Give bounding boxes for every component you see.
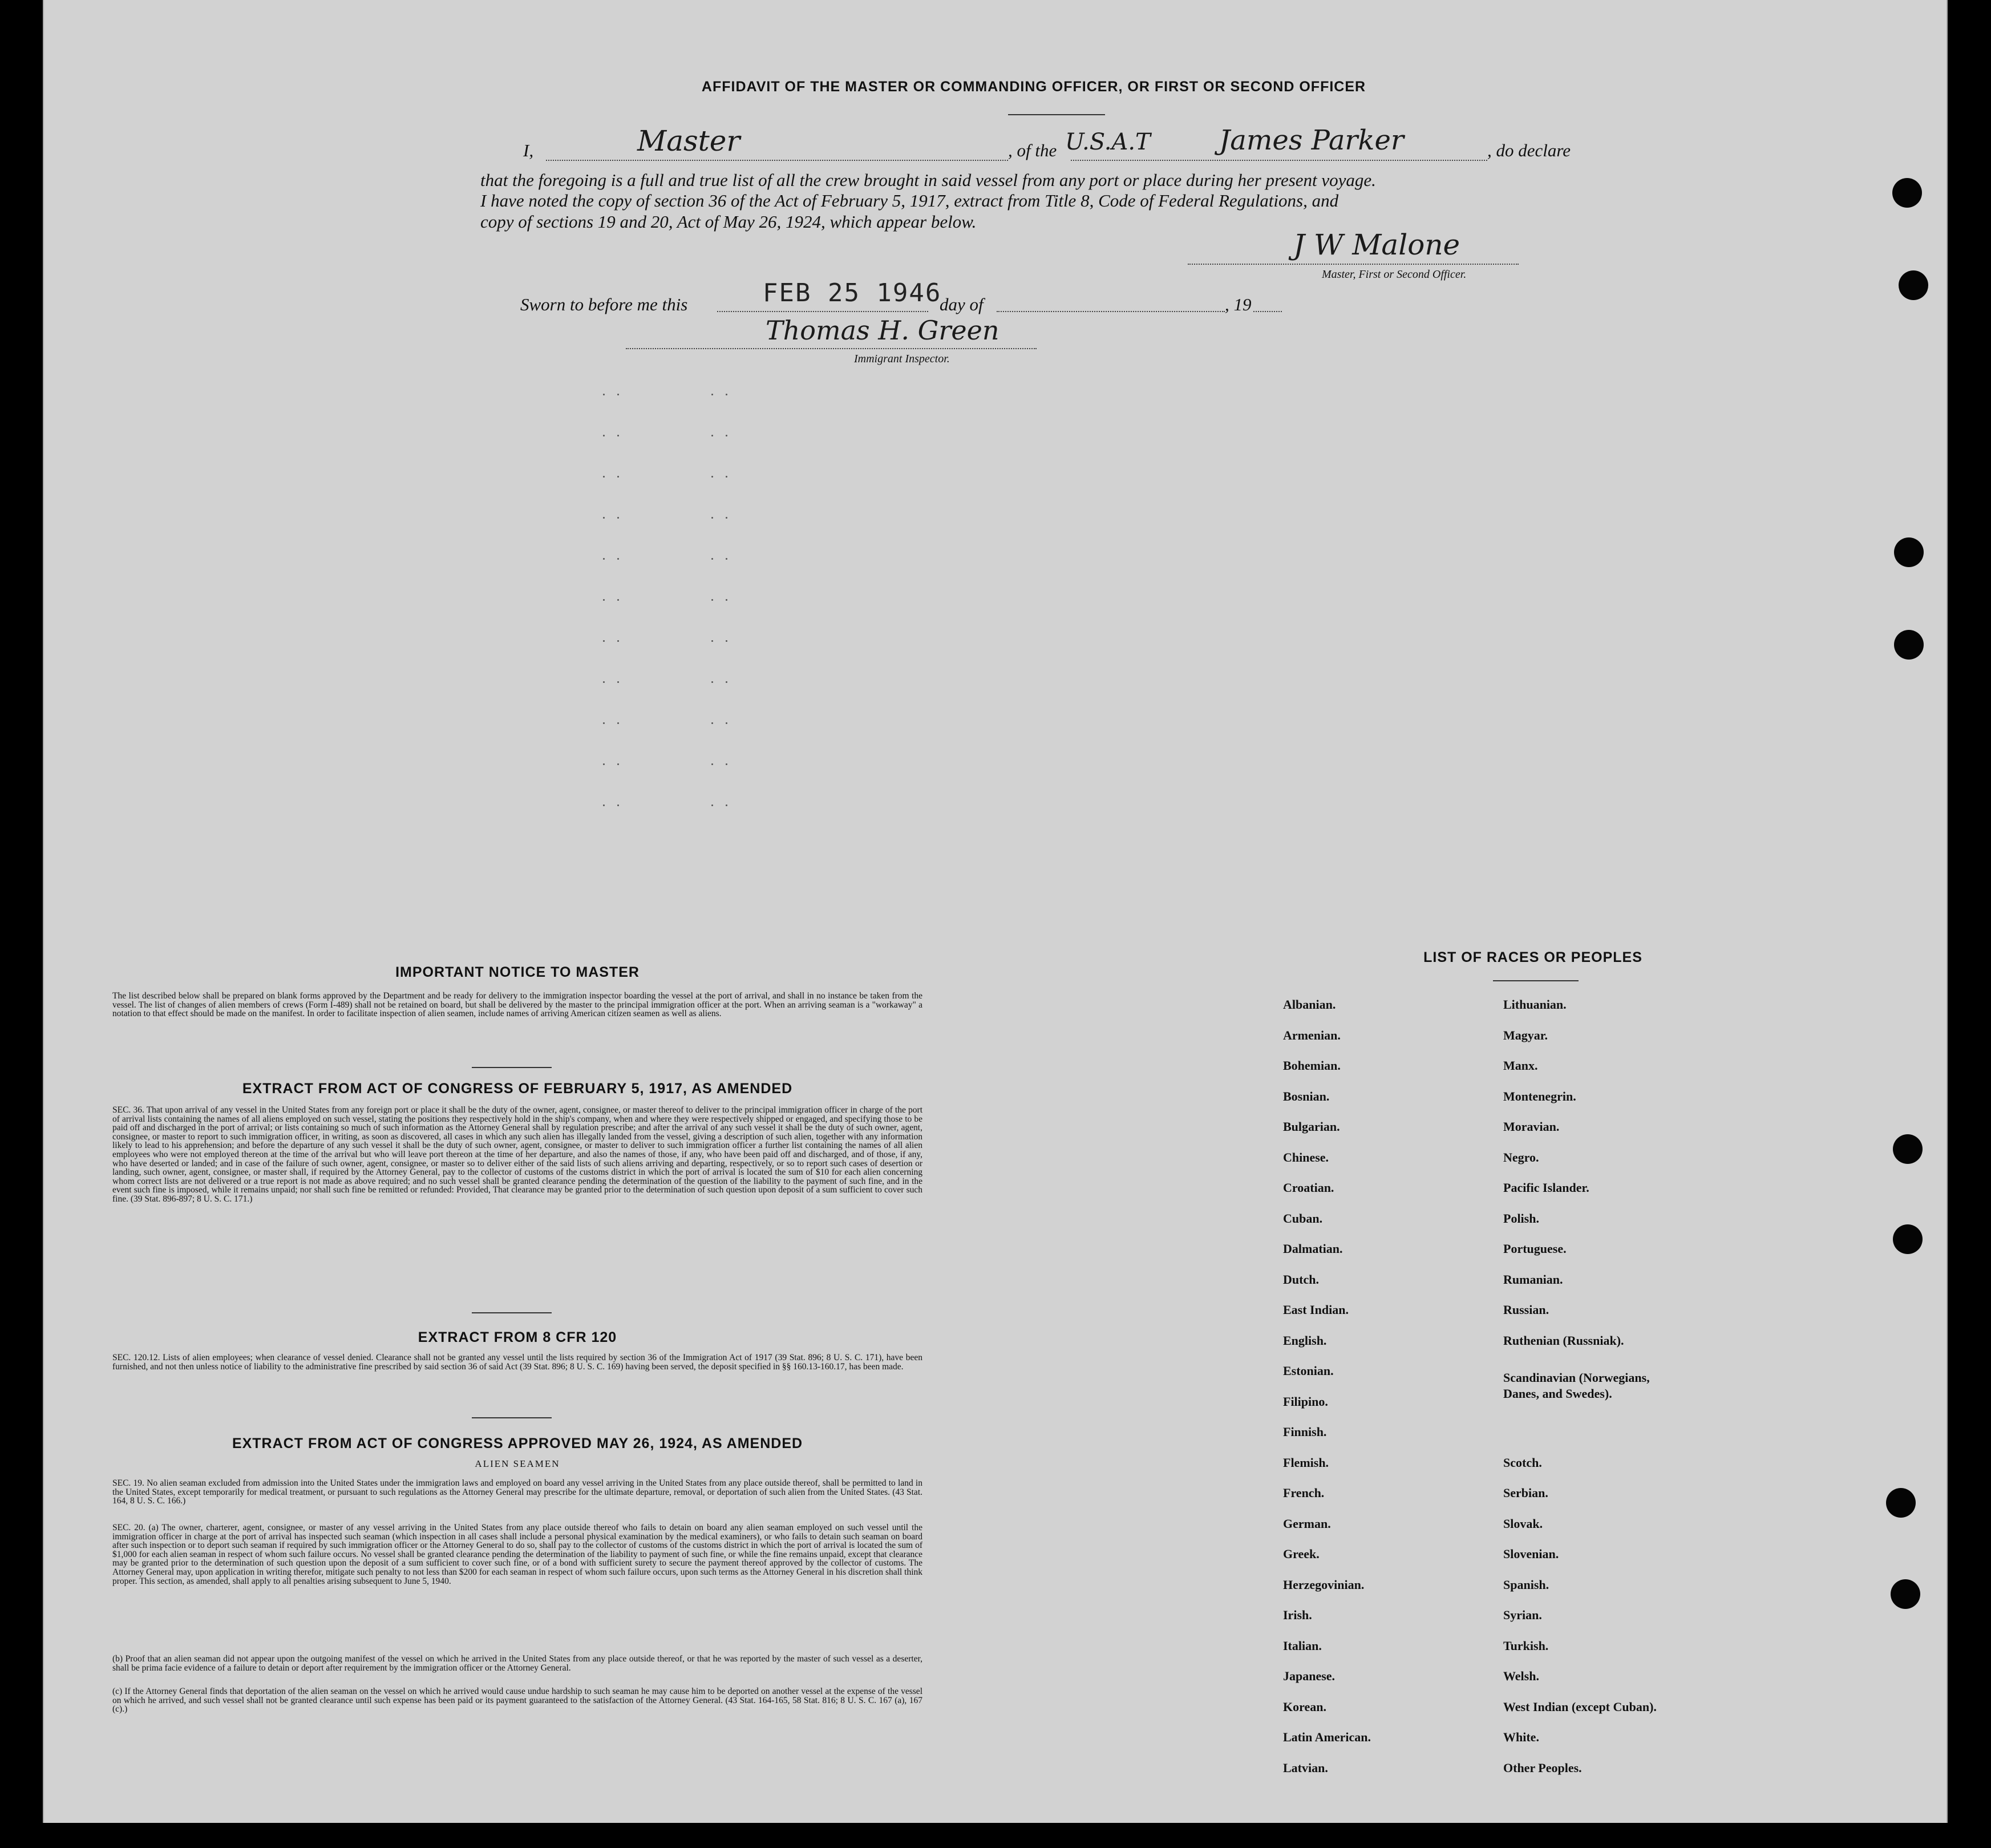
binder-hole [1886, 1488, 1916, 1518]
inspector-signature: Thomas H. Green [766, 315, 999, 346]
title-rule [1008, 114, 1105, 115]
year-line [1253, 311, 1282, 312]
race-item: Rumanian. [1503, 1272, 1563, 1287]
race-item: German. [1283, 1516, 1331, 1531]
leader-dot [603, 558, 605, 560]
race-item: White. [1503, 1730, 1539, 1744]
leader-dot [603, 435, 605, 436]
leader-dot [711, 558, 713, 560]
master-signature-line [1188, 264, 1519, 265]
race-item: Dalmatian. [1283, 1242, 1343, 1256]
extract-1924-sec20c: (c) If the Attorney General finds that deportation of the alien seaman on the vessel on which he arrived would cause undue hardship to such seaman he may cause him to be deported on another vessel at the expense of the vessel on which he arrived, and such vessel shall not be granted clearance until such expense has been paid or its payment guaranteed to the satisfaction of the Attorney General. (43 Stat. 164-165, 58 Stat. 816; 8 U. S. C. 167 (a), 167 (c).) [112, 1687, 922, 1714]
extract-1924-sec20b: (b) Proof that an alien seaman did not appear upon the outgoing manifest of the vessel on which he arrived in the United States from any place outside thereof, or that he was reported by the master of such vessel as a deserter, shall be prima facie evidence of a failure to detain or deport after requirement by the immigration officer or the Attorney General. [112, 1654, 922, 1673]
notice-title: IMPORTANT NOTICE TO MASTER [395, 964, 640, 980]
binder-hole [1891, 1579, 1920, 1609]
race-item: Armenian. [1283, 1028, 1341, 1042]
race-item: Welsh. [1503, 1669, 1539, 1683]
leader-dot [617, 599, 619, 601]
race-item: Greek. [1283, 1547, 1320, 1561]
inspector-signature-line [626, 348, 1037, 349]
race-item: Dutch. [1283, 1272, 1319, 1287]
leader-dot [603, 722, 605, 724]
race-item: Chinese. [1283, 1150, 1329, 1164]
leader-dot [617, 517, 619, 519]
leader-dot [617, 476, 619, 478]
do-declare-label: , do declare [1487, 140, 1571, 160]
extract-1924-title: EXTRACT FROM ACT OF CONGRESS APPROVED MAY 26, 1924, AS AMENDED [232, 1435, 803, 1451]
race-item: Japanese. [1283, 1669, 1336, 1683]
race-item: Bulgarian. [1283, 1119, 1340, 1134]
date-stamp: FEB 25 1946 [763, 278, 942, 308]
race-item: Manx. [1503, 1058, 1538, 1073]
leader-dot [603, 517, 605, 519]
master-handwritten: Master [637, 124, 740, 157]
race-item: Slovenian. [1503, 1547, 1559, 1561]
leader-dot [603, 804, 605, 806]
binder-hole [1894, 630, 1924, 660]
extract-1917-rule [472, 1312, 552, 1313]
race-item: Korean. [1283, 1699, 1326, 1714]
document-sheet [43, 0, 1948, 1823]
race-item: Other Peoples. [1503, 1760, 1582, 1775]
race-item: Croatian. [1283, 1180, 1334, 1195]
day-of-label: day of [940, 294, 984, 314]
notice-rule [472, 1067, 552, 1068]
extract-cfr-title: EXTRACT FROM 8 CFR 120 [418, 1329, 617, 1345]
race-item: Spanish. [1503, 1577, 1549, 1592]
races-rule [1493, 980, 1579, 981]
race-item: Pacific Islander. [1503, 1180, 1589, 1195]
notice-text: The list described below shall be prepared on blank forms approved by the Department and be ready for delivery to the immigration inspector boarding the vessel at the port of arrival, and shall in no instance be taken from the vessel. The list of changes of alien members of crews (Form I-489) shall not be retained on board, but shall be delivered by the master to the principal immigration officer at the port. When an arriving seaman is a "workaway" a notation to that effect should be made on the manifest. In order to facilitate inspection of alien seamen, include names of arriving American citizen seamen as well as aliens. [112, 991, 922, 1019]
race-item: Serbian. [1503, 1486, 1548, 1500]
race-item: Bohemian. [1283, 1058, 1341, 1073]
binder-hole [1892, 178, 1922, 208]
leader-dot [726, 517, 727, 519]
race-item: Ruthenian (Russniak). [1503, 1333, 1624, 1348]
leader-dot [711, 640, 713, 642]
race-item: Scotch. [1503, 1455, 1542, 1470]
leader-dot [711, 394, 713, 395]
race-item: Estonian. [1283, 1364, 1334, 1378]
race-item: Turkish. [1503, 1638, 1549, 1653]
race-item: Lithuanian. [1503, 997, 1567, 1012]
leader-dot [726, 435, 727, 436]
race-item: Irish. [1283, 1608, 1312, 1622]
leader-dot [726, 640, 727, 642]
race-item: Flemish. [1283, 1455, 1329, 1470]
race-item: Portuguese. [1503, 1242, 1567, 1256]
race-item: Danes, and Swedes). [1503, 1386, 1612, 1401]
master-name-line [546, 160, 1008, 161]
leader-dot [617, 640, 619, 642]
affidavit-line-3: I have noted the copy of section 36 of the Act of February 5, 1917, extract from Title 8, Code of Federal Regulations, and [480, 191, 1339, 211]
race-item: Polish. [1503, 1211, 1539, 1226]
extract-1917-text: SEC. 36. That upon arrival of any vessel in the United States from any foreign port or place it shall be the duty of the owner, agent, consignee, or master thereof to deliver to the principal immigration officer in charge of the port of arrival lists containing the names of all aliens employed on such vessel, stating the positions they respectively hold in the ship's company, when and where they were respectively shipped or engaged, and specifying those to be paid off and discharged in the port of arrival; or lists containing so much of such information as the Attorney General shall by regulation prescribe; and after the arrival of any such vessel it shall be the duty of such owner, agent, consignee, or master to report to such immigration officer, in writing, as soon as discovered, all cases in which any such alien has illegally landed from the vessel, giving a description of such alien, together with any information likely to lead to his apprehension; and before the departure of any such vessel it shall be the duty of such owner, agent, consignee, or master to deliver to such immigration officer a further list containing the names of all alien employees who were not employed thereon at the time of the arrival but who will leave port thereon at the time of her departure, and also the names of those, if any, who have been paid off and discharged, and of those, if any, who have deserted or landed; and in case of the failure of such owner, agent, consignee, or master so to deliver either of the said lists of such aliens arriving and departing, respectively, or so to report such cases of desertion or landing, such owner, agent, consignee, or master shall, if required by the Attorney General, pay to the collector of customs of the customs district in which the port of arrival is located the sum of $10 for each alien concerning whom correct lists are not delivered or a true report is not made as above required; and no such vessel shall be granted clearance pending the determination of the question of the liability to the payment of such fine, and in the event such fine is imposed, while it remains unpaid; nor shall such fine be remitted or refunded: Provided, That clearance may be granted prior to the determination of such question upon deposit of a sum sufficient to cover such fine. (39 Stat. 896-897; 8 U. S. C. 171.) [112, 1105, 922, 1204]
leader-dot [726, 722, 727, 724]
sworn-day-line [717, 311, 928, 312]
leader-dot [726, 394, 727, 395]
race-item: Herzegovinian. [1283, 1577, 1365, 1592]
leader-dot [711, 804, 713, 806]
binder-hole [1893, 1224, 1923, 1254]
leader-dot [617, 681, 619, 683]
leader-dot [603, 681, 605, 683]
races-title: LIST OF RACES OR PEOPLES [1423, 949, 1642, 965]
leader-dot [617, 804, 619, 806]
race-item: French. [1283, 1486, 1325, 1500]
leader-dot [603, 394, 605, 395]
leader-dot [617, 558, 619, 560]
inspector-caption: Immigrant Inspector. [854, 353, 950, 365]
affidavit-line-4: copy of sections 19 and 20, Act of May 26, 1924, which appear below. [480, 212, 977, 232]
leader-dot [603, 476, 605, 478]
race-item: Russian. [1503, 1303, 1549, 1317]
race-item: Cuban. [1283, 1211, 1323, 1226]
race-item: Magyar. [1503, 1028, 1548, 1042]
affidavit-line-1: I, [523, 140, 534, 160]
vessel-prefix-handwritten: U.S.A.T [1065, 129, 1151, 155]
leader-dot [726, 804, 727, 806]
race-item: Latin American. [1283, 1730, 1371, 1744]
extract-1924-sec19: SEC. 19. No alien seaman excluded from admission into the United States under the immigration laws and employed on board any vessel arriving in the United States from any place outside thereof, shall be permitted to land in the United States, except temporarily for medical treatment, or pursuant to such regulations as the Attorney General may prescribe for the ultimate departure, removal, or deportation of such alien from the United States. (43 Stat. 164, 8 U. S. C. 166.) [112, 1478, 922, 1506]
race-item: Negro. [1503, 1150, 1539, 1164]
leader-dot [711, 763, 713, 765]
vessel-name-handwritten: James Parker [1219, 124, 1404, 156]
leader-dot [603, 640, 605, 642]
extract-1917-title: EXTRACT FROM ACT OF CONGRESS OF FEBRUARY 5, 1917, AS AMENDED [242, 1081, 793, 1097]
binder-hole [1894, 537, 1924, 567]
leader-dot [726, 763, 727, 765]
race-item: Filipino. [1283, 1394, 1328, 1409]
leader-dot [711, 681, 713, 683]
race-item: Italian. [1283, 1638, 1322, 1653]
affidavit-title: AFFIDAVIT OF THE MASTER OR COMMANDING OFFICER, OR FIRST OR SECOND OFFICER [701, 79, 1366, 95]
extract-cfr-rule [472, 1417, 552, 1418]
master-signature: J W Malone [1293, 228, 1460, 261]
race-item: Montenegrin. [1503, 1089, 1576, 1103]
binder-hole [1893, 1134, 1923, 1164]
leader-dot [711, 435, 713, 436]
binder-hole [1899, 270, 1928, 300]
leader-dot [617, 763, 619, 765]
leader-dot [726, 476, 727, 478]
race-item: Albanian. [1283, 997, 1336, 1012]
leader-dot [617, 394, 619, 395]
race-item: Moravian. [1503, 1119, 1560, 1134]
leader-dot [617, 722, 619, 724]
race-item: English. [1283, 1333, 1327, 1348]
race-item: East Indian. [1283, 1303, 1349, 1317]
extract-cfr-text: SEC. 120.12. Lists of alien employees; when clearance of vessel denied. Clearance shall not be granted any vessel until the lists required by section 36 of the Immigration Act of 1917 (39 Stat. 896; 8 U. S. C. 171), have been furnished, and not then unless notice of liability to the administrative fine prescribed by said section 36 of said Act (39 Stat. 896; 8 U. S. C. 169) having been served, the deposit specified in §§ 160.13-160.17, has been made. [112, 1353, 922, 1372]
of-the-label: , of the [1008, 140, 1057, 160]
leader-dot [603, 763, 605, 765]
leader-dot [711, 476, 713, 478]
leader-dot [603, 599, 605, 601]
leader-dot [711, 517, 713, 519]
race-item: West Indian (except Cuban). [1503, 1699, 1657, 1714]
affidavit-line-2: that the foregoing is a full and true list of all the crew brought in said vessel from any port or place during her present voyage. [480, 170, 1376, 190]
race-item: Latvian. [1283, 1760, 1328, 1775]
extract-1924-subtitle: ALIEN SEAMEN [475, 1458, 560, 1469]
extract-1924-sec20a: SEC. 20. (a) The owner, charterer, agent, consignee, or master of any vessel arriving in the United States from any place outside thereof who fails to detain on board any alien seaman employed on such vessel until the immigration officer in charge at the port of arrival has inspected such seaman (which inspection in all cases shall include a personal physical examination by the medical examiners), or who fails to detain such seaman on board after such inspection or to deport such seaman if required by such immigration officer or the Attorney General to do so, shall pay to the collector of customs of the customs district in which the port of arrival is located the sum of $1,000 for each alien seaman in respect of whom such failure occurs. No vessel shall be granted clearance pending the determination of the liability to payment of such fine, or while the fine remains unpaid, except that clearance may be granted prior to the determination of such question upon the deposit of a sum sufficient to cover such fine, or of a bond with sufficient surety to secure the payment thereof approved by the collector of customs. The Attorney General may, upon application in writing therefor, mitigate such penalty to not less than $200 for each seaman in respect of whom such failure occurs, upon such terms as the Attorney General in his discretion shall think proper. This section, as amended, shall apply to all penalties arising subsequent to June 5, 1940. [112, 1523, 922, 1586]
race-item: Bosnian. [1283, 1089, 1330, 1103]
leader-dot [711, 722, 713, 724]
leader-dot [726, 558, 727, 560]
month-line [997, 311, 1225, 312]
master-caption: Master, First or Second Officer. [1322, 268, 1467, 281]
sworn-prefix: Sworn to before me this [520, 294, 688, 314]
race-item: Slovak. [1503, 1516, 1543, 1531]
leader-dot [617, 435, 619, 436]
year-prefix: , 19 [1225, 294, 1252, 314]
race-item: Finnish. [1283, 1425, 1327, 1439]
race-item: Scandinavian (Norwegians, [1503, 1370, 1650, 1385]
race-item: Syrian. [1503, 1608, 1542, 1622]
vessel-name-line [1071, 160, 1487, 161]
leader-dot [726, 681, 727, 683]
leader-dot [711, 599, 713, 601]
leader-dot [726, 599, 727, 601]
